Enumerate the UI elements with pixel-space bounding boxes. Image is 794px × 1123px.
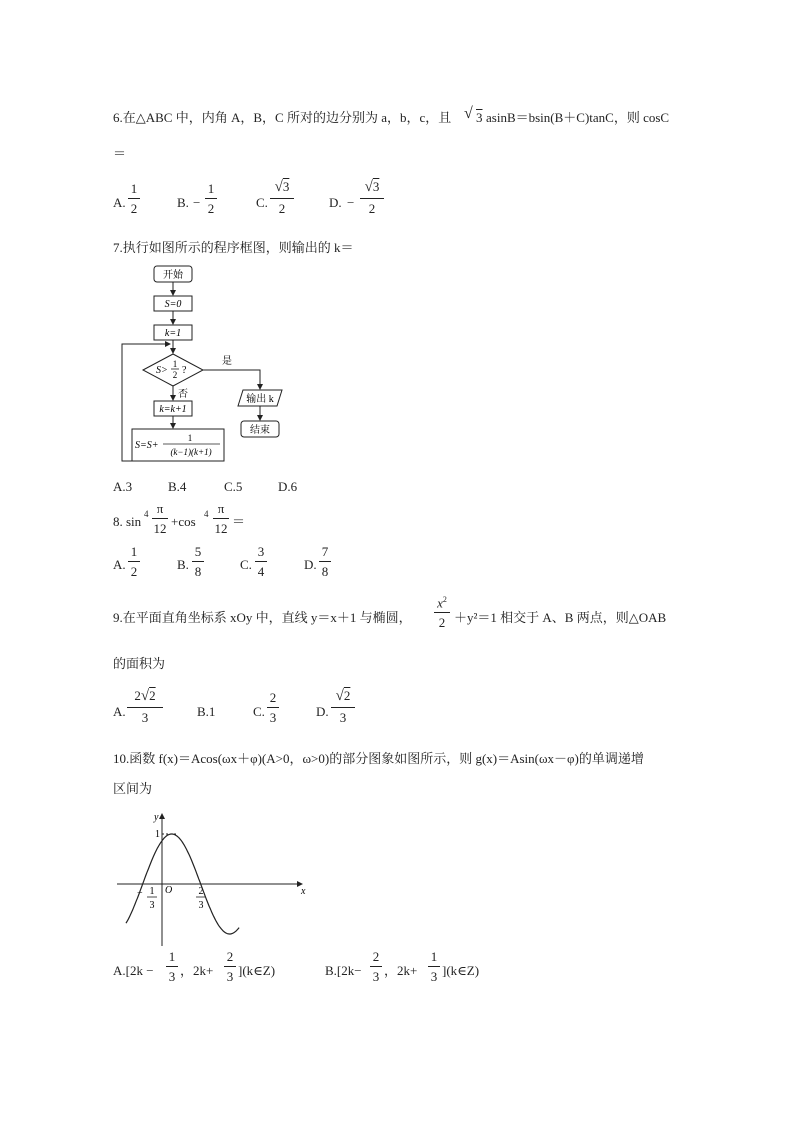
q8-opt-b-fraction: 5 8	[192, 545, 204, 578]
flow-start-text: 开始	[163, 270, 183, 281]
q10-opt-b-mid: ，2k+	[384, 963, 418, 978]
q9-stem-part2: ＋y²＝1 相交于 A、B 两点，则△OAB	[454, 610, 667, 625]
q10-opt-b-frac1: 2 3	[370, 950, 382, 983]
q10-opt-b-post: ](k∈Z)	[442, 963, 480, 978]
flow-update-den: (k−1)(k+1)	[170, 447, 212, 457]
q6-opt-b-sign: −	[193, 195, 201, 210]
flow-k1-text: k=1	[164, 328, 182, 339]
q7-opt-b: B.4	[168, 479, 187, 494]
flow-s0-text: S=0	[164, 299, 182, 310]
flow-inc-text: k=k+1	[159, 404, 187, 415]
q10-opt-a-pre: A.[2k −	[113, 963, 154, 978]
flow-cond-q: ?	[182, 365, 187, 376]
q6-opt-c-fraction: √3 2	[270, 180, 294, 215]
q6-opt-d-sign: −	[347, 195, 355, 210]
q10-stem-line2: 区间为	[113, 781, 153, 796]
origin-label: O	[165, 885, 173, 896]
q9-opt-d-fraction: √2 3	[331, 689, 355, 724]
q9-opt-b: B.1	[197, 704, 216, 719]
flow-update-lhs: S=S+	[135, 440, 159, 451]
q8-equals: ＝	[232, 514, 246, 529]
flow-end-text: 结束	[250, 425, 270, 436]
q9-opt-a-label: A.	[113, 704, 126, 719]
q6-stem-part2: asinB＝bsin(B＋C)tanC，则 cosC	[486, 110, 670, 125]
flow-output-text: 输出 k	[246, 394, 274, 405]
q6-stem-equals: ＝	[113, 146, 127, 161]
q7-opt-a: A.3	[113, 479, 133, 494]
q6-sqrt-sign: √	[464, 105, 473, 122]
x-tick-pos-num: 2	[198, 886, 204, 897]
flow-cond-left: S>	[156, 365, 168, 376]
q10-opt-a-post: ](k∈Z)	[238, 963, 276, 978]
q10-opt-a-frac1: 1 3	[166, 950, 178, 983]
q8-opt-b-label: B.	[177, 557, 189, 572]
q10-opt-b-frac2: 1 3	[428, 950, 440, 983]
flow-update-num: 1	[187, 433, 193, 443]
flow-no-label: 否	[178, 389, 188, 400]
x-tick-neg-sign: −	[137, 888, 143, 899]
q10-opt-a-frac2: 2 3	[224, 950, 236, 983]
flow-cond-num: 1	[172, 359, 178, 369]
q7-opt-d: D.6	[278, 479, 298, 494]
q8-cos: +cos	[171, 514, 196, 529]
q10-cosine-graph	[112, 808, 312, 950]
flow-yes-label: 是	[222, 356, 232, 367]
q7-stem: 7.执行如图所示的程序框图，则输出的 k＝	[113, 240, 354, 255]
q8-frac2: π 12	[214, 501, 228, 536]
q6-opt-b-label: B.	[177, 195, 189, 210]
q8-frac1: π 12	[153, 501, 167, 536]
q9-stem-line2: 的面积为	[113, 656, 166, 671]
q8-opt-a-fraction: 1 2	[128, 545, 140, 578]
q9-stem-part1: 9.在平面直角坐标系 xOy 中，直线 y＝x＋1 与椭圆，	[113, 610, 412, 625]
q7-flowchart	[110, 258, 310, 473]
q6-sqrt-3: 3	[476, 110, 483, 125]
q6-stem-part1: 6.在△ABC 中，内角 A，B，C 所对的边分别为 a，b，c，且	[113, 110, 452, 125]
q6-opt-c-label: C.	[256, 195, 268, 210]
q8-sin: 8. sin	[113, 514, 142, 529]
x-tick-neg-num: 1	[149, 886, 155, 897]
q10-stem-line1: 10.函数 f(x)＝Acos(ωx＋φ)(A>0，ω>0)的部分图象如图所示，则 g(x)＝Asin(ωx－φ)的单调递增	[113, 751, 644, 766]
y-tick-1: 1	[155, 829, 160, 840]
q9-ellipse-fraction: $x^2$ 2	[434, 596, 450, 629]
q7-opt-c: C.5	[224, 479, 243, 494]
q8-opt-d-label: D.	[304, 557, 317, 572]
q6-opt-a-fraction: 1 2	[128, 182, 140, 215]
x-tick-pos-den: 3	[198, 900, 204, 911]
q8-opt-d-fraction: 7 8	[319, 545, 331, 578]
x-axis-label: x	[301, 886, 306, 897]
q8-opt-a-label: A.	[113, 557, 126, 572]
q6-opt-d-label: D.	[329, 195, 342, 210]
q9-opt-c-fraction: 2 3	[267, 691, 279, 724]
q9-opt-c-label: C.	[253, 704, 265, 719]
q10-opt-a-mid: ，2k+	[180, 963, 214, 978]
q9-opt-d-label: D.	[316, 704, 329, 719]
q8-sin-power: 4	[144, 509, 149, 519]
q8-opt-c-fraction: 3 4	[255, 545, 267, 578]
q8-cos-power: 4	[204, 509, 209, 519]
q8-opt-c-label: C.	[240, 557, 252, 572]
q6-opt-d-fraction: √3 2	[360, 180, 384, 215]
q6-opt-b-fraction: 1 2	[205, 182, 217, 215]
x-tick-neg-den: 3	[149, 900, 155, 911]
flow-cond-den: 2	[172, 370, 178, 380]
q6-opt-a-label: A.	[113, 195, 126, 210]
y-axis-label: y	[154, 812, 159, 823]
q10-opt-b-pre: B.[2k−	[325, 963, 362, 978]
q9-opt-a-fraction: 2√2 3	[127, 689, 163, 724]
